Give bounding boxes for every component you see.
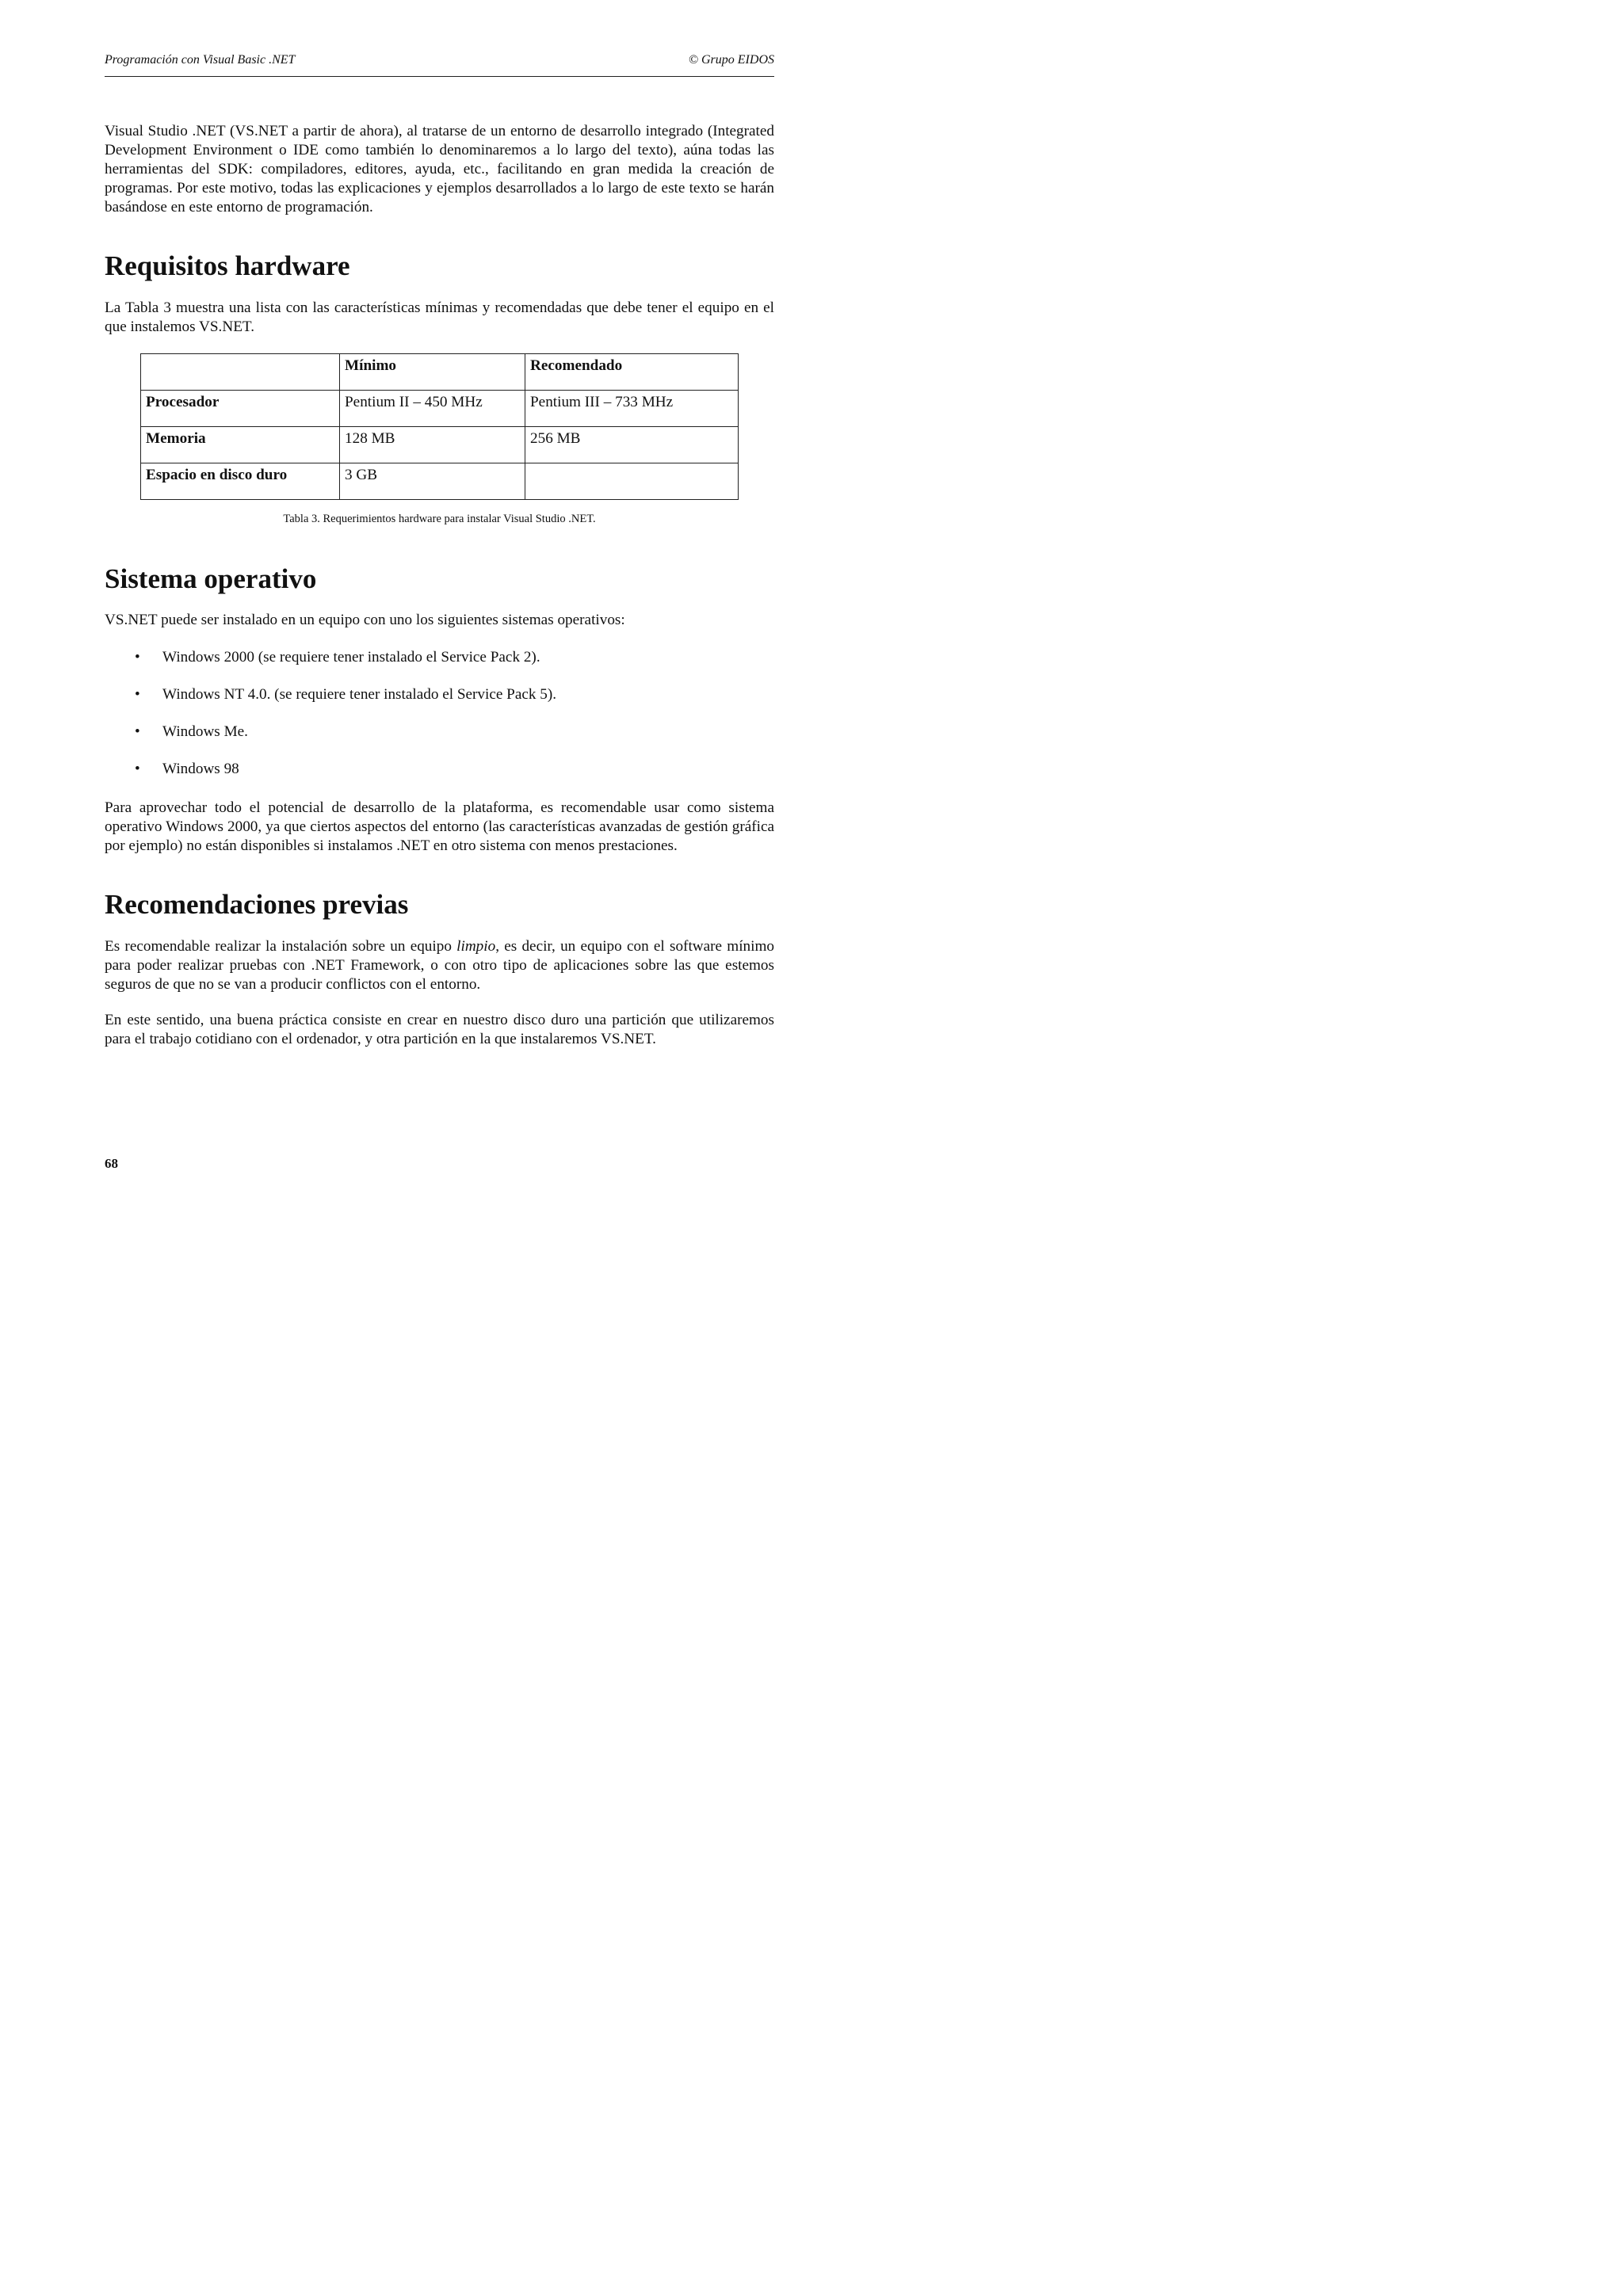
table-cell: 128 MB [340, 427, 525, 463]
recommendations-paragraph-1 [105, 937, 774, 994]
list-item-text: Windows 2000 (se requiere tener instalado el Service Pack 2). [162, 649, 540, 666]
table-row [141, 427, 739, 463]
table-row [141, 463, 739, 500]
os-recommendation-paragraph: Para aprovechar todo el potencial de desarrollo de la plataforma, es recomendable usar como sistema operativo Windows 2000, ya que ciertos aspectos del entorno (las características avanzadas de gestión gráfica por ejemplo) no están disponibles si instalamos .NET en otro sistema con menos prestaciones. [105, 799, 774, 854]
section-title-hardware: Requisitos hardware [105, 250, 350, 281]
list-item [105, 685, 774, 723]
page-number: 68 [105, 1156, 118, 1171]
list-item [105, 760, 774, 797]
bullet-icon: • [135, 723, 140, 740]
table-row [141, 391, 739, 427]
header-book-title: Programación con Visual Basic .NET [105, 53, 296, 67]
list-item [105, 723, 774, 760]
bullet-icon: • [135, 761, 140, 777]
intro-paragraph: Visual Studio .NET (VS.NET a partir de ahora), al tratarse de un entorno de desarrollo integrado (Integrated Development Environment o IDE como también lo denominaremos a lo largo del texto), aúna todas las herramientas del SDK: compiladores, editores, ayuda, etc., facilitando en gran medida la creación de programas. Por este motivo, todas las explicaciones y ejemplos desarrollados a lo largo de este texto se harán basándose en este entorno de programación. [105, 123, 774, 215]
table-cell: 3 GB [340, 463, 525, 500]
os-list [105, 648, 774, 797]
emphasis-text: limpio [456, 938, 496, 955]
page-header [105, 49, 774, 77]
list-item [105, 648, 774, 685]
hardware-paragraph: La Tabla 3 muestra una lista con las características mínimas y recomendadas que debe tener el equipo en el que instalemos VS.NET. [105, 299, 774, 335]
hardware-requirements-table [140, 353, 739, 500]
table-row-label: Procesador [141, 391, 340, 427]
list-item-text: Windows NT 4.0. (se requiere tener instalado el Service Pack 5). [162, 686, 557, 703]
paragraph-text: Es recomendable realizar la instalación sobre un equipo [105, 938, 457, 955]
table-cell: Pentium III – 733 MHz [525, 391, 739, 427]
table-cell [525, 463, 739, 500]
table-header-cell [141, 354, 340, 391]
paragraph-text: , es decir, un equipo con el software mínimo para poder realizar pruebas con .NET Framework, o con otro tipo de aplicaciones sobre las que estemos seguros de que no se van a producir conflictos con el entorno. [105, 938, 774, 993]
recommendations-paragraph-2: En este sentido, una buena práctica consiste en crear en nuestro disco duro una partición que utilizaremos para el trabajo cotidiano con el ordenador, y otra partición en la que instalaremos VS.NET. [105, 1012, 774, 1047]
table-row-label: Espacio en disco duro [141, 463, 340, 500]
table-row-label: Memoria [141, 427, 340, 463]
bullet-icon: • [135, 686, 140, 703]
list-item-text: Windows Me. [162, 723, 248, 740]
header-publisher: © Grupo EIDOS [688, 53, 774, 67]
table-caption: Tabla 3. Requerimientos hardware para instalar Visual Studio .NET. [283, 513, 596, 525]
list-item-text: Windows 98 [162, 761, 239, 777]
table-cell: 256 MB [525, 427, 739, 463]
table-header-cell: Mínimo [340, 354, 525, 391]
table-header-row [141, 354, 739, 391]
table-cell: Pentium II – 450 MHz [340, 391, 525, 427]
bullet-icon: • [135, 649, 140, 666]
table-header-cell: Recomendado [525, 354, 739, 391]
os-paragraph: VS.NET puede ser instalado en un equipo con uno los siguientes sistemas operativos: [105, 612, 625, 628]
section-title-recommendations: Recomendaciones previas [105, 889, 409, 920]
section-title-os: Sistema operativo [105, 563, 317, 594]
